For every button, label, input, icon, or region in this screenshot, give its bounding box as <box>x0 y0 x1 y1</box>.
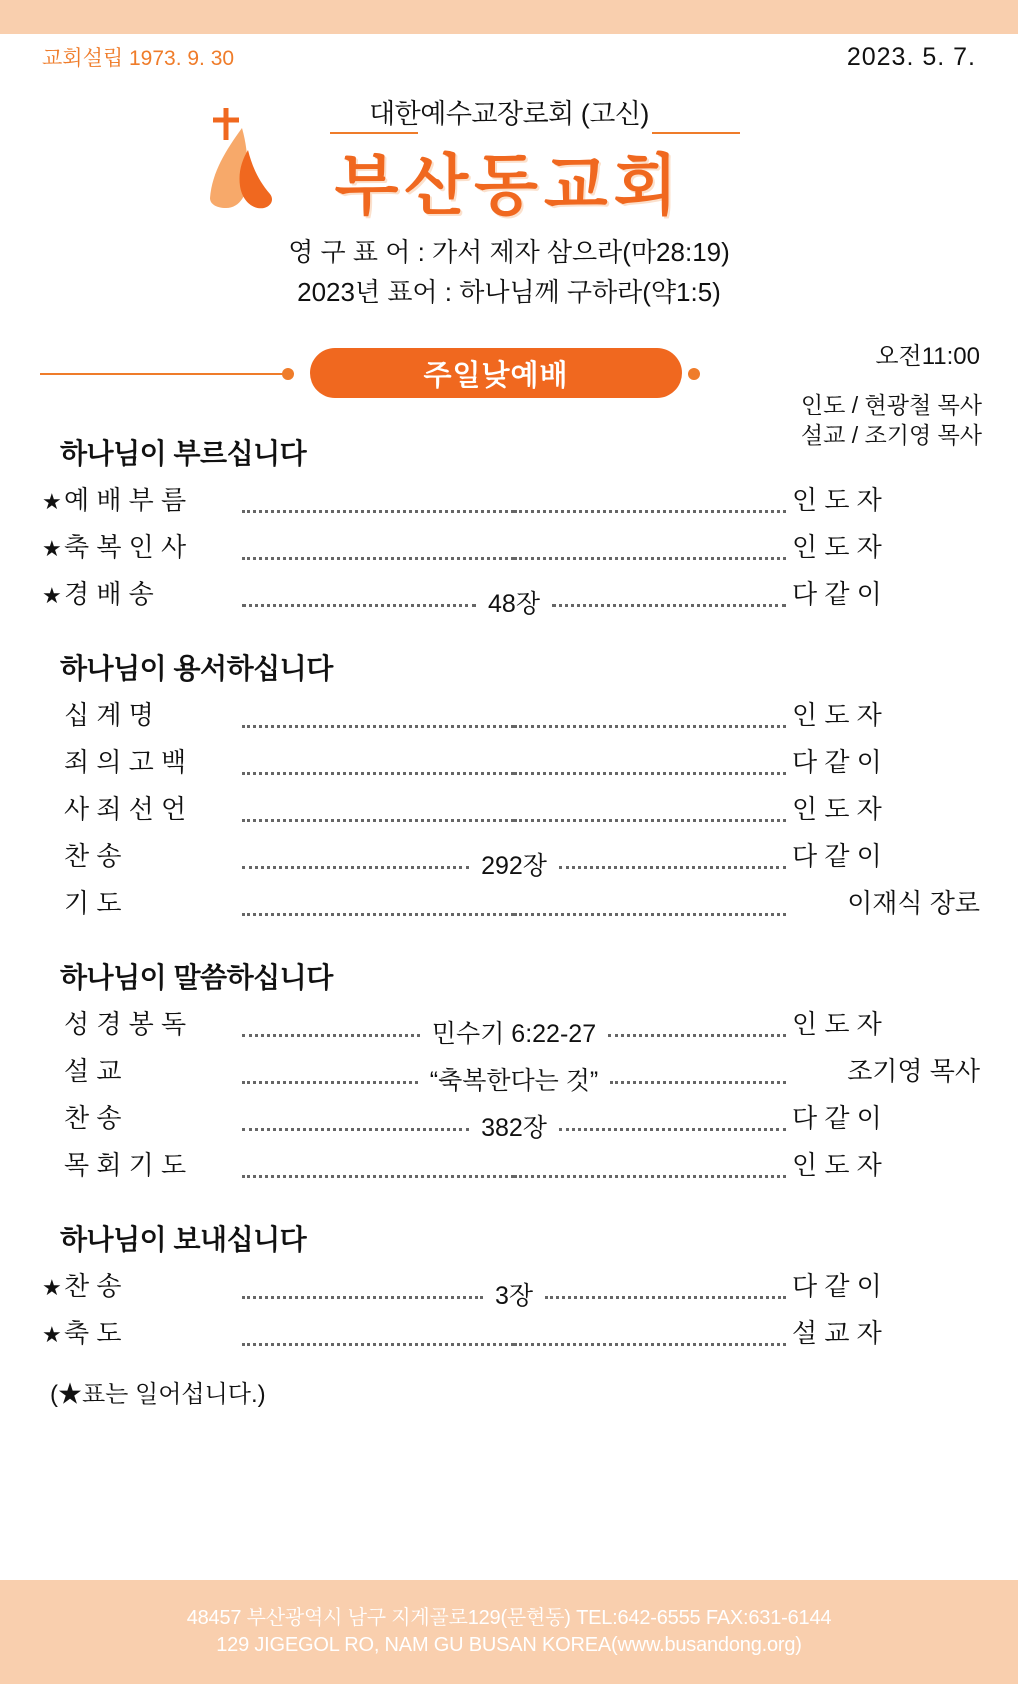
top-color-band <box>0 0 1018 34</box>
order-item-name: 찬 송 <box>64 1103 122 1133</box>
eternal-slogan: 영 구 표 어 : 가서 제자 삼으라(마28:19) <box>288 237 730 267</box>
order-row <box>42 742 980 789</box>
service-time: 오전11:00 <box>875 343 980 370</box>
order-item-who: 다 같 이 <box>792 1103 882 1133</box>
order-item-name: 기 도 <box>64 888 122 918</box>
order-item-name: 설 교 <box>64 1056 122 1086</box>
order-dot-leader <box>242 1328 786 1354</box>
order-row <box>42 883 980 930</box>
order-item-detail: 3장 <box>494 1281 534 1307</box>
order-row <box>42 527 980 574</box>
footer-line-korean: 48457 부산광역시 남구 지게골로129(문현동) TEL:642-6555 FAX:631-6144 <box>186 1607 832 1629</box>
order-item-who: 조기영 목사 <box>847 1056 980 1086</box>
order-item-name: 경 배 송 <box>64 579 154 609</box>
order-dot-leader <box>242 898 786 924</box>
order-section <box>42 647 980 930</box>
order-row <box>42 1098 980 1145</box>
order-item-name: 십 계 명 <box>64 700 154 730</box>
order-row <box>42 574 980 621</box>
order-item-name: 찬 송 <box>64 841 122 871</box>
church-name-logo: 부산동교회 <box>334 147 684 224</box>
service-preacher: 설교 / 조기영 목사 <box>800 422 982 449</box>
order-item-who: 인 도 자 <box>792 700 882 730</box>
order-item-who: 인 도 자 <box>792 1009 882 1039</box>
order-item-name: 찬 송 <box>64 1271 122 1301</box>
order-dot-leader <box>242 1019 786 1045</box>
standing-note: (★표는 일어섭니다.) <box>50 1381 266 1408</box>
order-item-who: 인 도 자 <box>792 532 882 562</box>
standing-star: ★ <box>42 536 62 561</box>
logo-block <box>0 84 1018 224</box>
header-row <box>0 42 1018 72</box>
order-dot-leader <box>242 851 786 877</box>
bar-dot-right <box>688 368 700 380</box>
order-item-name: 성 경 봉 독 <box>64 1009 187 1039</box>
order-row <box>42 695 980 742</box>
order-row <box>42 1313 980 1360</box>
order-item-who: 인 도 자 <box>792 1150 882 1180</box>
order-dot-leader <box>242 1113 786 1139</box>
order-item-name: 목 회 기 도 <box>64 1150 187 1180</box>
order-item-detail: 48장 <box>488 589 540 615</box>
order-dot-leader <box>242 589 786 615</box>
standing-star: ★ <box>42 1275 62 1300</box>
footer-address <box>0 1580 1018 1684</box>
section-title: 하나님이 말씀하십니다 <box>60 962 333 993</box>
standing-star: ★ <box>42 489 62 514</box>
order-item-who: 인 도 자 <box>792 485 882 515</box>
order-item-who: 다 같 이 <box>792 1271 882 1301</box>
order-item-who: 인 도 자 <box>792 794 882 824</box>
order-dot-leader <box>242 804 786 830</box>
order-item-detail: 민수기 6:22-27 <box>431 1019 597 1045</box>
order-dot-leader <box>242 1281 786 1307</box>
order-dot-leader <box>242 542 786 568</box>
order-item-name: 사 죄 선 언 <box>64 794 187 824</box>
section-title: 하나님이 보내십니다 <box>60 1224 307 1255</box>
order-dot-leader <box>242 1066 786 1092</box>
order-item-who: 다 같 이 <box>792 747 882 777</box>
order-item-name: 예 배 부 름 <box>64 485 187 515</box>
order-of-service <box>0 432 1018 1409</box>
order-item-name: 축 도 <box>64 1318 122 1348</box>
service-leader: 인도 / 현광철 목사 <box>800 392 982 418</box>
church-founded-label: 교회설립 1973. 9. 30 <box>42 47 235 70</box>
order-dot-leader <box>242 710 786 736</box>
order-row <box>42 1145 980 1192</box>
standing-star: ★ <box>42 1322 62 1347</box>
service-title-pill: 주일낮예배 <box>310 348 682 398</box>
section-title: 하나님이 부르십니다 <box>60 438 307 469</box>
order-item-name: 죄 의 고 백 <box>64 747 187 777</box>
service-header-bar <box>0 343 1018 449</box>
order-item-detail: 382장 <box>481 1113 547 1139</box>
order-row <box>42 1266 980 1313</box>
bar-dot-left <box>282 368 294 380</box>
bulletin-date: 2023. 5. 7. <box>846 43 976 71</box>
order-item-who: 이재식 장로 <box>847 888 980 918</box>
order-section <box>42 432 980 621</box>
slogan-block <box>0 232 1018 313</box>
order-dot-leader <box>242 1160 786 1186</box>
order-item-who: 다 같 이 <box>792 841 882 871</box>
bar-rule-left <box>40 373 288 375</box>
order-section <box>42 1218 980 1409</box>
order-row <box>42 1051 980 1098</box>
yearly-slogan: 2023년 표어 : 하나님께 구하라(약1:5) <box>297 277 721 308</box>
order-item-who: 다 같 이 <box>792 579 882 609</box>
section-title: 하나님이 용서하십니다 <box>60 653 333 684</box>
denomination-label: 대한예수교장로회 (고신) <box>369 99 649 129</box>
order-section <box>42 956 980 1192</box>
standing-star: ★ <box>42 583 62 608</box>
order-row <box>42 1004 980 1051</box>
order-dot-leader <box>242 757 786 783</box>
order-item-name: 축 복 인 사 <box>64 532 187 562</box>
order-row <box>42 836 980 883</box>
footer-line-english: 129 JIGEGOL RO, NAM GU BUSAN KOREA(www.busandong.org) <box>216 1634 802 1656</box>
order-row <box>42 480 980 527</box>
order-row <box>42 789 980 836</box>
order-item-who: 설 교 자 <box>792 1318 882 1348</box>
order-dot-leader <box>242 495 786 521</box>
order-item-detail: “축복한다는 것” <box>429 1066 599 1092</box>
order-item-detail: 292장 <box>481 851 547 877</box>
